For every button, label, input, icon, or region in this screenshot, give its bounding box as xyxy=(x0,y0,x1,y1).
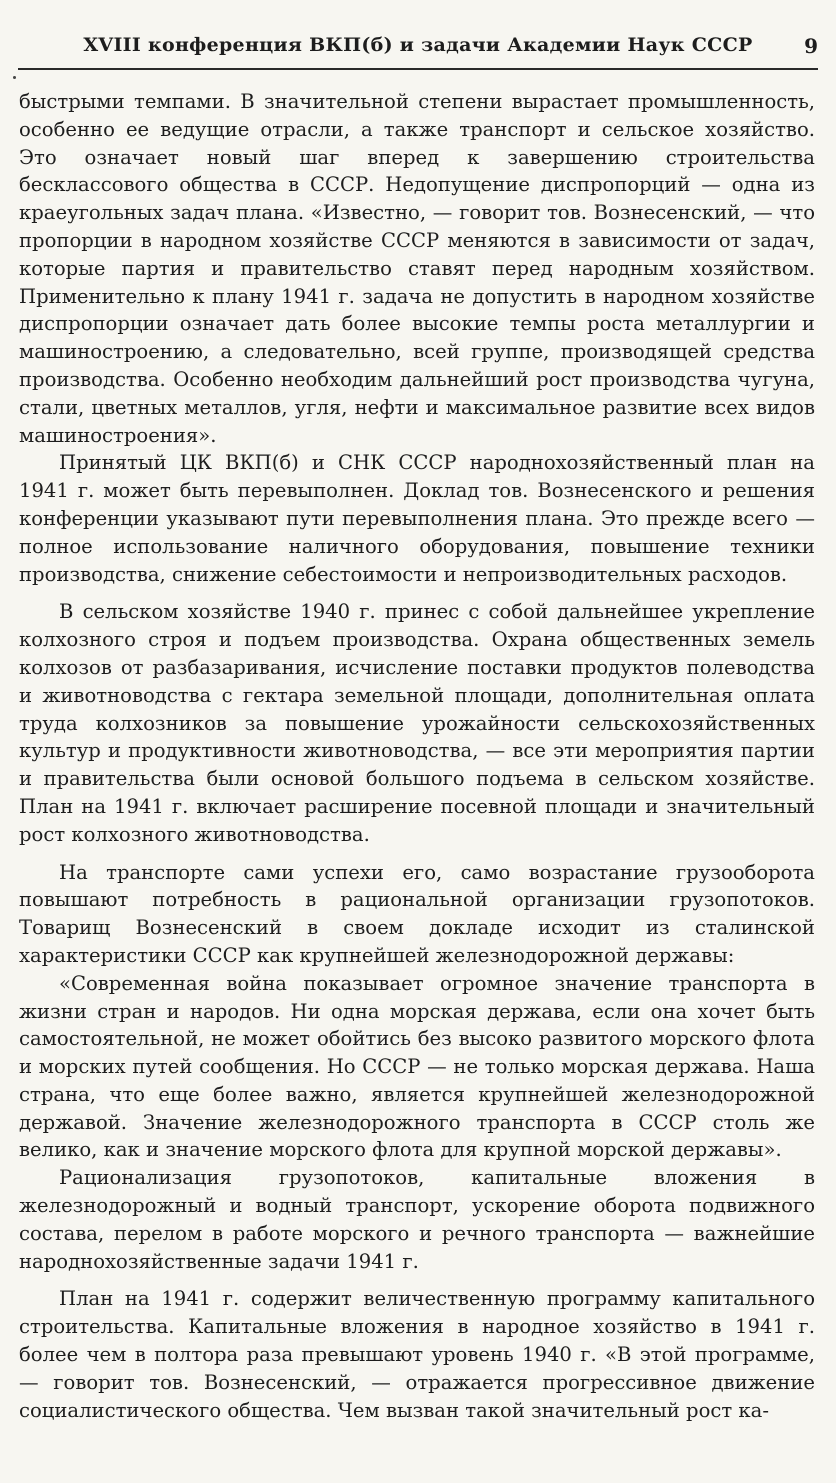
paragraph-7: План на 1941 г. содержит величественную программу капитального строительства. Капитальные вложения в народное хозяйство в 1941 г. более чем в полтора раза превышают уровень 1940 г. «В этой программе, — говорит тов. Вознесенский, — отражается прогрессивное движение социалистического общества. Чем вызван такой значительный рост ка- xyxy=(19,1287,815,1422)
paragraph-4: На транспорте сами успехи его, само возрастание грузооборота повышают потребность в рациональной организации грузопотоков. Товарищ Вознесенский в своем докладе исходит из сталинской характеристики СССР как крупнейшей железнодорожной державы: xyxy=(19,860,815,967)
paragraph-3: В сельском хозяйстве 1940 г. принес с собой дальнейшее укрепление колхозного строя и подъем производства. Охрана общественных земель колхозов от разбазаривания, исчисление поставки продуктов полеводства и животноводства с гектара земельной площади, дополнительная оплата труда колхозников за повышение урожайности сельскохозяйственных культур и продуктивности животноводства, — все эти мероприятия партии и правительства были основой большого подъема в сельском хозяйстве. План на 1941 г. включает расширение посевной площади и значительный рост колхозного животноводства. xyxy=(19,600,815,846)
header-rule xyxy=(18,68,818,70)
header-title: XVIII конференция ВКП(б) и задачи Академии Наук СССР xyxy=(83,34,753,56)
page-number: 9 xyxy=(804,34,818,58)
quote-paragraph: «Современная война показывает огромное значение транспорта в жизни стран и народов. Ни одна морская держава, если она хочет быть самостоятельной, не может обойтись без высоко развитого морского флота и морских путей сообщения. Но СССР — не только морская держава. Наша страна, что еще более важно, является крупнейшей железнодорожной державой. Значение железнодорожного транспорта в СССР столь же велико, как и значение морского флота для крупной морской державы». xyxy=(19,971,815,1162)
body-text xyxy=(19,88,815,1424)
paragraph-1: быстрыми темпами. В значительной степени вырастает промышленность, особенно ее ведущие отрасли, а также транспорт и сельское хозяйство. Это означает новый шаг вперед к завершению строительства бесклассового общества в СССР. Недопущение диспропорций — одна из краеугольных задач плана. «Известно, — говорит тов. Вознесенский, — что пропорции в народном хозяйстве СССР меняются в зависимости от задач, которые партия и правительство ставят перед народным хозяйством. Применительно к плану 1941 г. задача не допустить в народном хозяйстве диспропорции означает дать более высокие темпы роста металлургии и машиностроению, а следовательно, всей группе, производящей средства производства. Особенно необходим дальнейший рост производства чугуна, стали, цветных металлов, угля, нефти и максимальное развитие всех видов машиностроения». xyxy=(19,90,815,447)
scan-speck xyxy=(13,76,16,79)
paragraph-6: Рационализация грузопотоков, капитальные вложения в железнодорожный и водный транспорт, ускорение оборота подвижного состава, перелом в работе морского и речного транспорта — важнейшие народнохозяйственные задачи 1941 г. xyxy=(19,1166,815,1273)
running-header xyxy=(18,34,818,64)
paragraph-2: Принятый ЦК ВКП(б) и СНК СССР народнохозяйственный план на 1941 г. может быть перевыполнен. Доклад тов. Вознесенского и решения конференции указывают пути перевыполнения плана. Это прежде всего — полное использование наличного оборудования, повышение техники производства, снижение себестоимости и непроизводительных расходов. xyxy=(19,451,815,586)
